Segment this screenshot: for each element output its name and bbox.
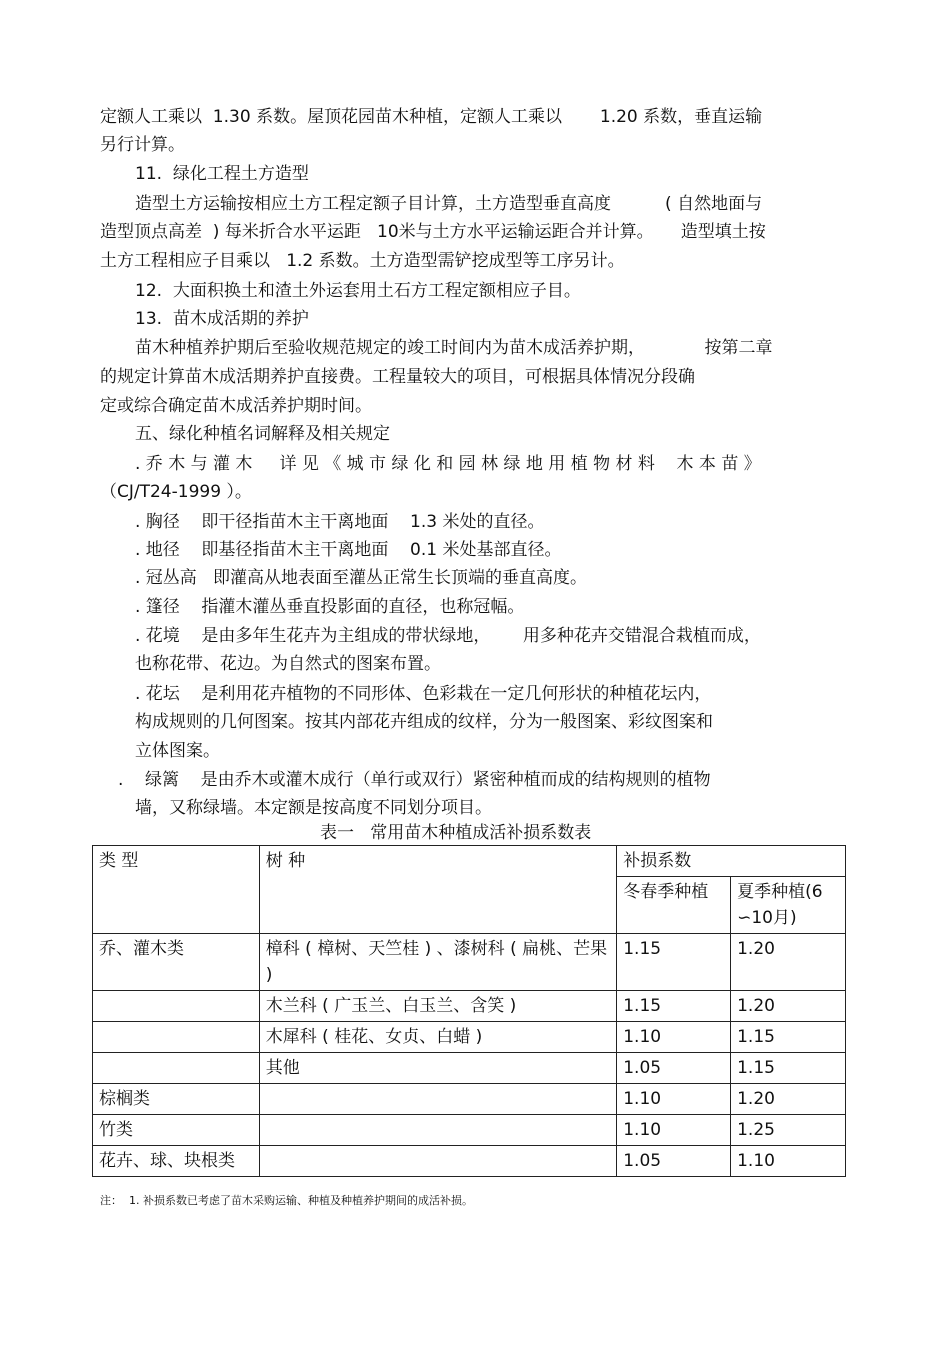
definition-line: . 地径 即基径指苗木主干离地面 0.1 米处基部直径。 (135, 540, 562, 560)
text-line: （CJ/T24-1999 ）。 (100, 482, 252, 502)
cell-winter: 1.05 (617, 1053, 731, 1084)
cell-summer: 1.20 (731, 991, 846, 1022)
definition-line: . 花境 是由多年生花卉为主组成的带状绿地， 用多种花卉交错混合栽植而成， (135, 626, 761, 646)
cell-winter: 1.15 (617, 991, 731, 1022)
definition-line: . 篷径 指灌木灌丛垂直投影面的直径，也称冠幅。 (135, 597, 525, 617)
cell-species (259, 1115, 616, 1146)
text-line: 的规定计算苗木成活期养护直接费。工程量较大的项目，可根据具体情况分段确 (100, 367, 695, 387)
header-coefficient: 补损系数 (617, 846, 846, 877)
cell-type (93, 1053, 260, 1084)
cell-type (93, 991, 260, 1022)
section-heading: 11. 绿化工程土方造型 (135, 164, 309, 184)
cell-type: 棕榈类 (93, 1084, 260, 1115)
cell-summer: 1.20 (731, 934, 846, 991)
cell-species (259, 1146, 616, 1177)
definition-line: . 冠丛高 即灌高从地表面至灌丛正常生长顶端的垂直高度。 (135, 568, 588, 588)
cell-type: 竹类 (93, 1115, 260, 1146)
text-line: 造型土方运输按相应土方工程定额子目计算，土方造型垂直高度 ( 自然地面与 (135, 194, 763, 214)
section-heading: 13. 苗木成活期的养护 (135, 309, 309, 329)
cell-species: 其他 (259, 1053, 616, 1084)
cell-species (259, 1084, 616, 1115)
text-line: 定或综合确定苗木成活养护期时间。 (100, 396, 372, 416)
cell-species: 木犀科 ( 桂花、女贞、白蜡 ) (259, 1022, 616, 1053)
header-winter: 冬春季种植 (617, 877, 731, 934)
definition-line: . 胸径 即干径指苗木主干离地面 1.3 米处的直径。 (135, 512, 545, 532)
cell-winter: 1.15 (617, 934, 731, 991)
cell-summer: 1.20 (731, 1084, 846, 1115)
text-line: 也称花带、花边。为自然式的图案布置。 (135, 654, 441, 674)
text-line: 定额人工乘以 1.30 系数。屋顶花园苗木种植，定额人工乘以 1.20 系数，垂直运输 (100, 107, 763, 127)
table-row (93, 1053, 846, 1084)
cell-species: 木兰科 ( 广玉兰、白玉兰、含笑 ) (259, 991, 616, 1022)
definition-line: . 乔 木 与 灌 木 详 见 《 城 市 绿 化 和 园 林 绿 地 用 植 物 材 料 木 本 苗 》 (135, 454, 761, 474)
text-line: 造型顶点高差 ) 每米折合水平运距 10米与土方水平运输运距合并计算。 造型填土按 (100, 222, 766, 242)
cell-winter: 1.05 (617, 1146, 731, 1177)
table-row (93, 934, 846, 991)
cell-summer: 1.25 (731, 1115, 846, 1146)
cell-type: 花卉、球、块根类 (93, 1146, 260, 1177)
text-line: 立体图案。 (135, 741, 220, 761)
definition-line: . 绿篱 是由乔木或灌木成行（单行或双行）紧密种植而成的结构规则的植物 (118, 770, 711, 790)
coefficient-table (92, 845, 846, 1177)
table-row (93, 1146, 846, 1177)
cell-winter: 1.10 (617, 1084, 731, 1115)
cell-summer: 1.10 (731, 1146, 846, 1177)
section-heading: 五、绿化种植名词解释及相关规定 (135, 424, 390, 444)
text-line: 苗木种植养护期后至验收规范规定的竣工时间内为苗木成活养护期， 按第二章 (135, 338, 773, 358)
table-row (93, 1084, 846, 1115)
cell-summer: 1.15 (731, 1053, 846, 1084)
text-line: 土方工程相应子目乘以 1.2 系数。土方造型需铲挖成型等工序另计。 (100, 251, 625, 271)
table-caption: 表一 常用苗木种植成活补损系数表 (320, 823, 592, 843)
text-line: 构成规则的几何图案。按其内部花卉组成的纹样，分为一般图案、彩纹图案和 (135, 712, 713, 732)
cell-species: 樟科 ( 樟树、天竺桂 ) 、漆树科 ( 扁桃、芒果 ) (259, 934, 616, 991)
section-heading: 12. 大面积换土和渣土外运套用土石方工程定额相应子目。 (135, 281, 581, 301)
table-row (93, 1022, 846, 1053)
table-row (93, 991, 846, 1022)
definition-line: . 花坛 是利用花卉植物的不同形体、色彩栽在一定几何形状的种植花坛内， (135, 684, 712, 704)
text-line: 墙，又称绿墙。本定额是按高度不同划分项目。 (135, 798, 492, 818)
cell-winter: 1.10 (617, 1115, 731, 1146)
header-species: 树 种 (259, 846, 616, 934)
header-type: 类 型 (93, 846, 260, 934)
cell-winter: 1.10 (617, 1022, 731, 1053)
table-footnote: 注： 1. 补损系数已考虑了苗木采购运输、种植及种植养护期间的成活补损。 (100, 1194, 473, 1207)
text-line: 另行计算。 (100, 135, 185, 155)
table-row (93, 1115, 846, 1146)
cell-type: 乔、灌木类 (93, 934, 260, 991)
cell-type (93, 1022, 260, 1053)
table-header-row (93, 846, 846, 877)
header-summer: 夏季种植(6 ∽10月) (731, 877, 846, 934)
cell-summer: 1.15 (731, 1022, 846, 1053)
